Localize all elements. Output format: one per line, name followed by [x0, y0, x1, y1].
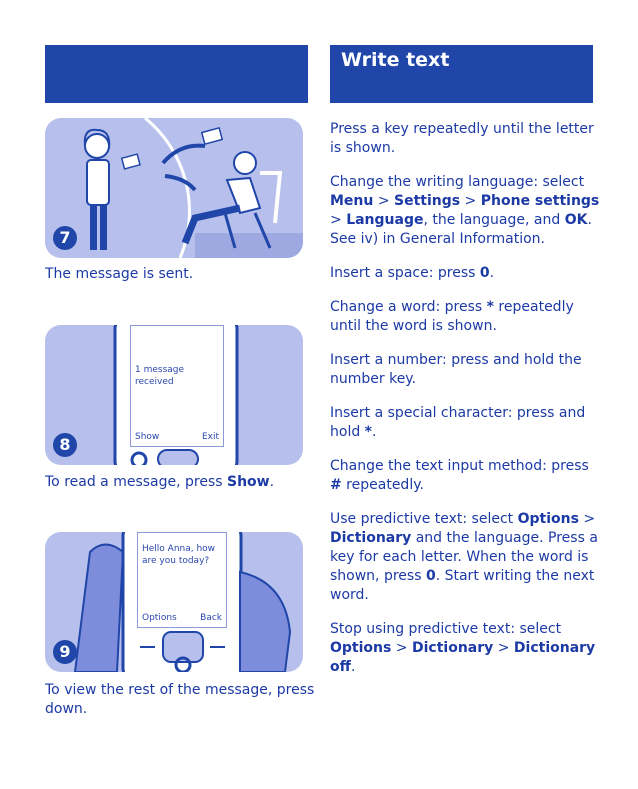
step-badge: 8	[53, 433, 77, 457]
softkey-back[interactable]: Back	[200, 613, 222, 623]
phone-screen	[137, 532, 227, 628]
header-bar-left	[45, 45, 308, 103]
instruction-special-character: Insert a special character: press and hold *.	[330, 405, 586, 440]
instruction-letter: Press a key repeatedly until the letter is shown.	[330, 121, 594, 156]
phone-screen	[130, 325, 224, 447]
caption-step-7: The message is sent.	[45, 266, 194, 282]
message-sent-illustration	[45, 118, 303, 258]
step-badge: 7	[53, 226, 77, 250]
caption-step-8: To read a message, press Show.	[45, 474, 275, 490]
page-title: Write text	[341, 49, 450, 71]
caption-step-9: To view the rest of the message, press down.	[45, 682, 315, 717]
instructions	[330, 120, 600, 692]
instruction-stop-predictive: Stop using predictive text: select Options > Dictionary > Dictionary off.	[330, 621, 596, 675]
instruction-change-word: Change a word: press * repeatedly until the word is shown.	[330, 299, 574, 334]
instruction-space: Insert a space: press 0.	[330, 265, 495, 281]
screen-message-line-2: received	[135, 377, 174, 387]
softkey-exit[interactable]: Exit	[201, 432, 219, 442]
softkey-options[interactable]: Options	[142, 613, 177, 623]
screen-message-line-2: are you today?	[142, 556, 210, 566]
instruction-input-method: Change the text input method: press # repeatedly.	[330, 458, 589, 493]
illustration-step-9	[45, 532, 303, 672]
screen-message-line-1: Hello Anna, how	[142, 544, 216, 554]
header-bar-right	[330, 45, 593, 103]
softkey-show[interactable]: Show	[135, 432, 160, 442]
illustration-step-7	[45, 118, 303, 258]
step-badge: 9	[53, 640, 77, 664]
instruction-predictive-text: Use predictive text: select Options > Dictionary and the language. Press a key for each letter. When the word is shown, press 0. Start writing the next word.	[330, 511, 598, 603]
screen-message-line-1: 1 message	[135, 365, 185, 375]
instruction-number: Insert a number: press and hold the number key.	[330, 352, 582, 387]
illustration-step-8	[45, 325, 303, 465]
instruction-writing-language: Change the writing language: select Menu > Settings > Phone settings > Language, the language, and OK. See iv) in General Information.	[330, 174, 600, 247]
